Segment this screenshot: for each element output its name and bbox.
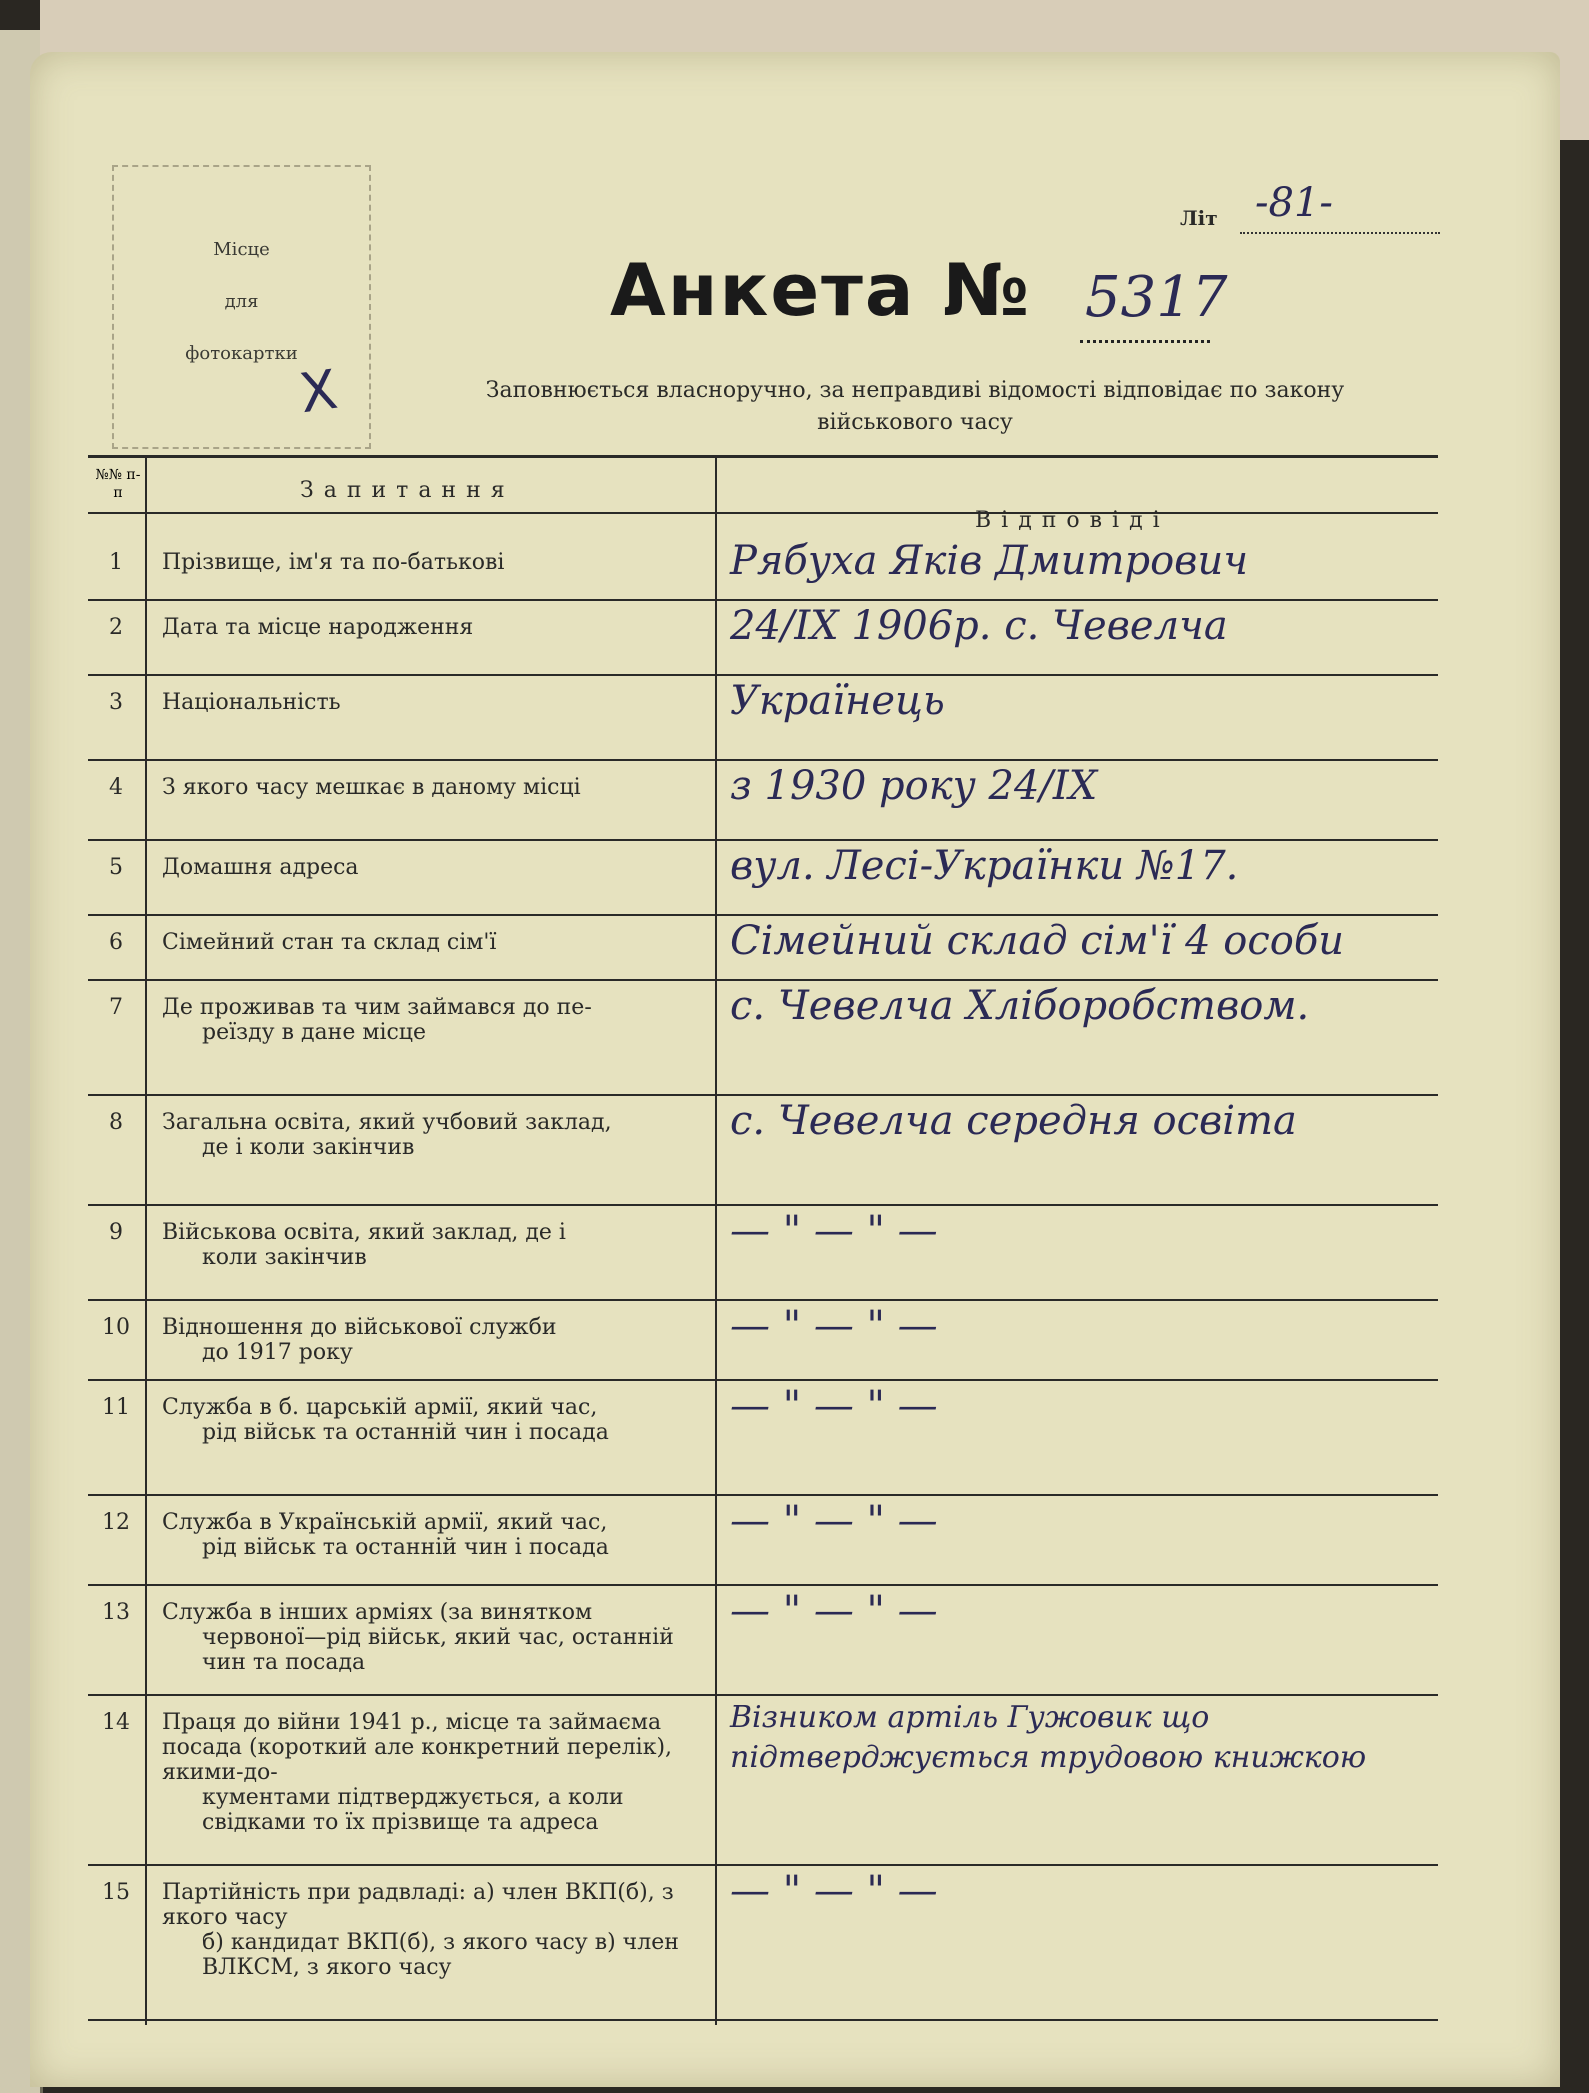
question-line-1: З якого часу мешкає в даному місці <box>162 775 581 800</box>
lit-label: Літ <box>1180 206 1218 230</box>
row-question <box>162 1220 702 1270</box>
photo-label-1: Місце <box>213 239 270 260</box>
question-line-1: Сімейний стан та склад сім'ї <box>162 930 497 955</box>
row-divider <box>88 1094 1438 1096</box>
row-question <box>162 1880 702 1980</box>
header-number: №№ п-п <box>95 467 141 501</box>
row-question <box>162 615 702 640</box>
row-answer: — " — " — <box>730 1868 938 1914</box>
row-question <box>162 930 702 955</box>
question-line-1: Праця до війни 1941 р., місце та займаєма посада (короткий але конкретний перелік), якими-до- <box>162 1710 673 1785</box>
row-number: 13 <box>102 1600 130 1625</box>
row-answer: — " — " — <box>730 1303 938 1349</box>
row-answer: 24/IX 1906р. с. Чевелча <box>730 603 1228 649</box>
row-answer: — " — " — <box>730 1208 938 1254</box>
number-underline <box>1080 340 1210 343</box>
row-question <box>162 1395 702 1445</box>
row-number: 12 <box>102 1510 130 1535</box>
row-divider <box>88 1864 1438 1866</box>
row-number: 7 <box>109 995 123 1020</box>
photo-cross-mark: X <box>295 357 342 426</box>
row-divider <box>88 1204 1438 1206</box>
row-number: 15 <box>102 1880 130 1905</box>
row-divider <box>88 759 1438 761</box>
row-divider <box>88 599 1438 601</box>
row-question <box>162 995 702 1045</box>
row-divider <box>88 1494 1438 1496</box>
row-question <box>162 1600 702 1675</box>
row-answer: — " — " — <box>730 1383 938 1429</box>
question-line-2: коли закінчив <box>202 1245 367 1270</box>
header-questions: Запитання <box>300 478 515 503</box>
row-answer: с. Чевелча середня освіта <box>730 1098 1297 1144</box>
question-line-2: кументами підтверджується, а коли свідками то їх прізвище та адреса <box>202 1785 624 1835</box>
header-answers: Відповіді <box>975 508 1170 533</box>
row-divider <box>88 1584 1438 1586</box>
col-divider-no <box>145 455 147 2025</box>
row-answer: з 1930 року 24/IX <box>730 763 1098 809</box>
row-question <box>162 550 702 575</box>
lit-value: -81- <box>1255 180 1333 226</box>
row-number: 2 <box>109 615 123 640</box>
question-line-1: Служба в Українській армії, який час, <box>162 1510 608 1535</box>
row-question <box>162 690 702 715</box>
subtitle <box>395 375 1435 439</box>
question-line-2: рід військ та останній чин і посада <box>202 1420 609 1445</box>
row-number: 10 <box>102 1315 130 1340</box>
row-answer: вул. Лесі-Українки №17. <box>730 843 1239 889</box>
row-question <box>162 1510 702 1560</box>
row-answer: Українець <box>730 678 945 724</box>
question-line-2: до 1917 року <box>202 1340 353 1365</box>
row-question <box>162 1710 702 1835</box>
subtitle-line-1: Заповнюється власноручно, за неправдиві відомості відповідає по закону <box>485 378 1345 403</box>
row-divider <box>88 1694 1438 1696</box>
photo-label-3: фотокартки <box>185 343 298 364</box>
questionnaire-number: 5317 <box>1085 265 1228 330</box>
row-number: 11 <box>102 1395 130 1420</box>
row-divider <box>88 839 1438 841</box>
col-divider-answers <box>715 455 717 2025</box>
question-line-1: Дата та місце народження <box>162 615 474 640</box>
row-divider <box>88 1299 1438 1301</box>
row-divider <box>88 1379 1438 1381</box>
question-line-2: червоної—рід військ, який час, останній чин та посада <box>202 1625 674 1675</box>
row-answer: — " — " — <box>730 1588 938 1634</box>
row-number: 6 <box>109 930 123 955</box>
question-line-1: Служба в інших арміях (за винятком <box>162 1600 593 1625</box>
question-line-1: Національність <box>162 690 341 715</box>
row-number: 3 <box>109 690 123 715</box>
question-line-2: де і коли закінчив <box>202 1135 415 1160</box>
question-line-1: Військова освіта, який заклад, де і <box>162 1220 566 1245</box>
question-line-1: Служба в б. царській армії, який час, <box>162 1395 598 1420</box>
photo-label-2: для <box>224 291 259 312</box>
question-line-2: рід військ та останній чин і посада <box>202 1535 609 1560</box>
row-answer: Сімейний склад сім'ї 4 особи <box>730 918 1345 964</box>
question-line-2: реїзду в дане місце <box>202 1020 426 1045</box>
question-line-2: б) кандидат ВКП(б), з якого часу в) член ВЛКСМ, з якого часу <box>202 1930 679 1980</box>
row-question <box>162 1110 702 1160</box>
question-line-1: Домашня адреса <box>162 855 359 880</box>
row-answer: — " — " — <box>730 1498 938 1544</box>
row-divider <box>88 979 1438 981</box>
subtitle-line-2: військового часу <box>817 410 1013 435</box>
row-divider <box>88 2019 1438 2021</box>
row-number: 5 <box>109 855 123 880</box>
row-answer: с. Чевелча Хліборобством. <box>730 983 1310 1029</box>
question-line-1: Відношення до військової служби <box>162 1315 557 1340</box>
row-number: 8 <box>109 1110 123 1135</box>
question-line-1: Де проживав та чим займався до пе- <box>162 995 592 1020</box>
header-bottom-line <box>88 512 1438 514</box>
row-divider <box>88 914 1438 916</box>
row-number: 4 <box>109 775 123 800</box>
row-answer: Рябуха Яків Дмитрович <box>730 538 1249 584</box>
row-number: 14 <box>102 1710 130 1735</box>
page-title: Анкета № <box>610 248 1032 332</box>
row-divider <box>88 674 1438 676</box>
question-line-1: Загальна освіта, який учбовий заклад, <box>162 1110 612 1135</box>
row-number: 1 <box>109 550 123 575</box>
lit-line <box>1240 232 1440 234</box>
question-line-1: Партійність при радвладі: а) член ВКП(б), з якого часу <box>162 1880 674 1930</box>
row-question <box>162 775 702 800</box>
table-top-line <box>88 455 1438 458</box>
row-question <box>162 855 702 880</box>
row-answer: Візником артіль Гужовик що підтверджується трудовою книжкою <box>730 1700 1367 1775</box>
row-number: 9 <box>109 1220 123 1245</box>
question-line-1: Прізвище, ім'я та по-батькові <box>162 550 505 575</box>
row-question <box>162 1315 702 1365</box>
